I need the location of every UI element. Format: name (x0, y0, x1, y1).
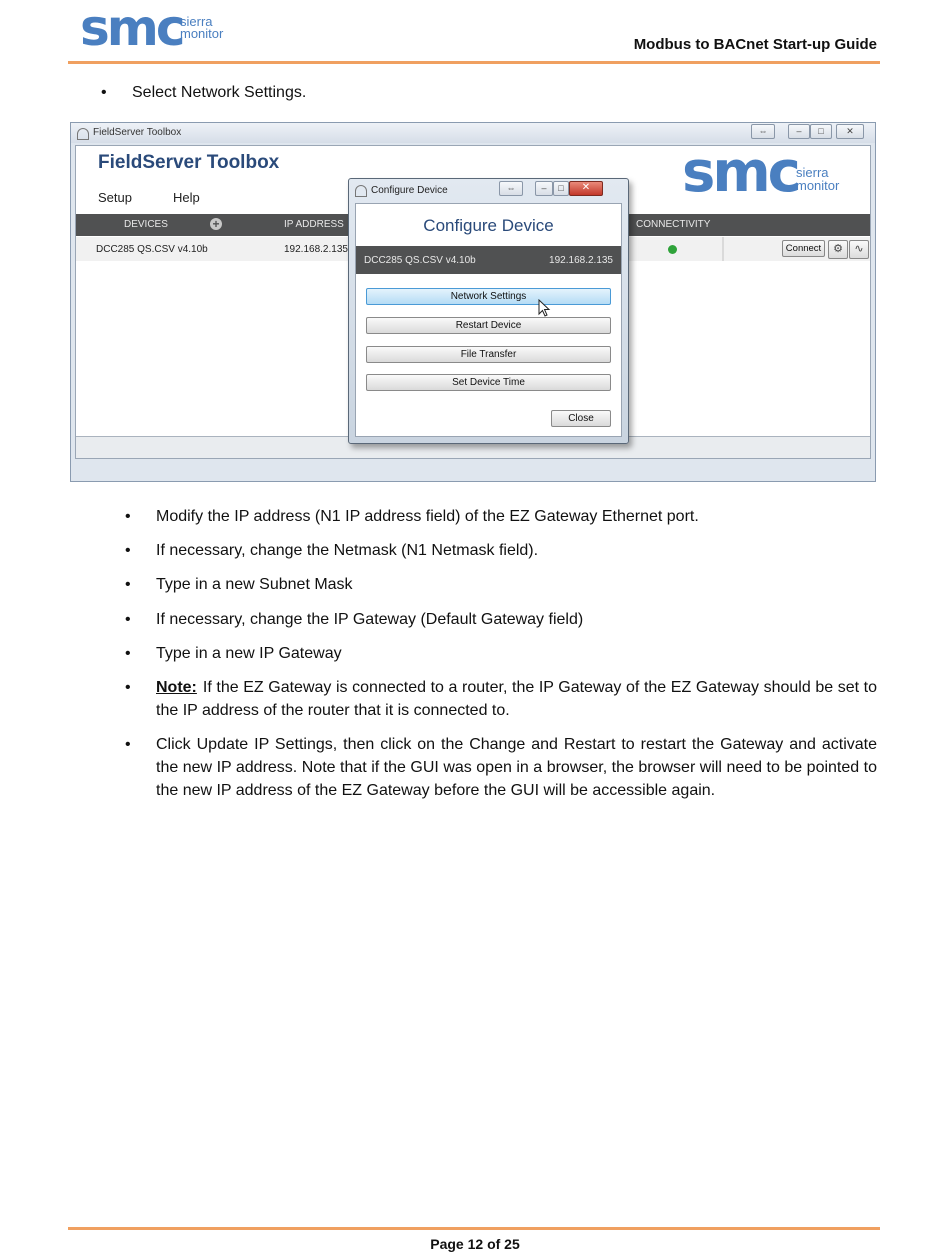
app-logo-subtitle (796, 166, 839, 192)
device-name: DCC285 QS.CSV v4.10b (96, 244, 208, 255)
bullet-icon: • (125, 611, 131, 628)
page-number: Page 12 of 25 (430, 1236, 520, 1252)
dialog-title: Configure Device (371, 185, 448, 196)
device-ip: 192.168.2.135 (284, 244, 348, 255)
resize-icon[interactable]: ⇔ (751, 124, 775, 139)
dialog-maximize-icon[interactable]: □ (553, 181, 569, 196)
app-logo-line-1: sierra (796, 165, 829, 180)
guide-title: Modbus to BACnet Start-up Guide (633, 36, 877, 53)
note-paragraph (156, 676, 877, 722)
configure-device-dialog (348, 178, 629, 444)
logo-line-1: sierra (180, 14, 213, 29)
list-item (125, 733, 877, 802)
list-item (125, 539, 877, 562)
network-settings-button[interactable]: Network Settings (366, 288, 611, 305)
col-connectivity: CONNECTIVITY (636, 219, 711, 230)
logo-wordmark: smc (80, 0, 183, 57)
bullet-icon: • (125, 679, 131, 696)
logo-line-2: monitor (180, 26, 224, 41)
connect-button[interactable]: Connect (782, 240, 825, 257)
bullet-text: If necessary, change the IP Gateway (Default Gateway field) (156, 611, 584, 628)
bullet-text: Type in a new Subnet Mask (156, 576, 353, 593)
bullet-icon: • (125, 645, 131, 662)
dialog-body (355, 203, 622, 437)
app-logo (682, 140, 862, 205)
bullet-text: Type in a new IP Gateway (156, 645, 342, 662)
note-text: If the EZ Gateway is connected to a router, the IP Gateway of the EZ Gateway should be set to the IP address of the router that it is connected to. (156, 679, 877, 719)
menu-help[interactable]: Help (173, 190, 200, 205)
gear-icon[interactable]: ⚙ (828, 240, 848, 259)
bullet-icon: • (125, 542, 131, 559)
list-item (125, 505, 877, 528)
dialog-app-icon (355, 185, 367, 197)
col-devices: DEVICES (124, 219, 168, 230)
toolbox-screenshot (70, 122, 876, 482)
bullet-text: Modify the IP address (N1 IP address field) of the EZ Gateway Ethernet port. (156, 508, 699, 525)
dialog-heading: Configure Device (423, 216, 554, 235)
column-divider (722, 237, 724, 261)
minimize-icon[interactable]: – (788, 124, 810, 139)
set-device-time-button[interactable]: Set Device Time (366, 374, 611, 391)
logo-subtitle (180, 16, 223, 40)
bullet-text: If necessary, change the Netmask (N1 Netmask field). (156, 542, 539, 559)
app-logo-wordmark: smc (682, 140, 798, 205)
smc-logo (80, 0, 230, 57)
bullet-text: Click Update IP Settings, then click on the Change and Restart to restart the Gateway and activate the new IP address. Note that if the GUI was open in a browser, the browser will need to be pointed to the new IP address of the EZ Gateway before the GUI will be accessible again. (156, 736, 877, 799)
connectivity-status-icon (668, 245, 677, 254)
dialog-device-ip: 192.168.2.135 (549, 255, 613, 266)
dialog-minimize-icon[interactable]: – (535, 181, 553, 196)
bullet-icon: • (125, 736, 131, 753)
dialog-device-name: DCC285 QS.CSV v4.10b (364, 255, 476, 266)
menu-setup[interactable]: Setup (98, 190, 132, 205)
dialog-close-button[interactable]: Close (551, 410, 611, 427)
footer-rule (68, 1227, 880, 1230)
bullet-icon: • (125, 508, 131, 525)
header-rule (68, 61, 880, 64)
col-ip-address: IP ADDRESS (284, 219, 344, 230)
app-icon (77, 128, 89, 140)
file-transfer-button[interactable]: File Transfer (366, 346, 611, 363)
diagnostics-icon[interactable]: ∿ (849, 240, 869, 259)
app-logo-line-2: monitor (796, 178, 840, 193)
list-item (125, 608, 877, 631)
dialog-device-bar (356, 246, 621, 274)
bullet-icon: • (101, 84, 107, 101)
list-item (125, 642, 877, 665)
restart-device-button[interactable]: Restart Device (366, 317, 611, 334)
note-label: Note: (156, 679, 197, 696)
dialog-close-icon[interactable]: ✕ (569, 181, 603, 196)
maximize-icon[interactable]: □ (810, 124, 832, 139)
list-item (125, 573, 877, 596)
mouse-pointer-icon (538, 299, 552, 317)
dialog-resize-icon[interactable]: ⇔ (499, 181, 523, 196)
app-title: FieldServer Toolbox (98, 152, 280, 173)
intro-bullet-text: Select Network Settings. (132, 84, 307, 101)
window-title: FieldServer Toolbox (93, 127, 182, 138)
bullet-icon: • (125, 576, 131, 593)
note-item (125, 676, 877, 722)
add-device-icon[interactable]: + (210, 218, 222, 230)
close-icon[interactable]: ✕ (836, 124, 864, 139)
